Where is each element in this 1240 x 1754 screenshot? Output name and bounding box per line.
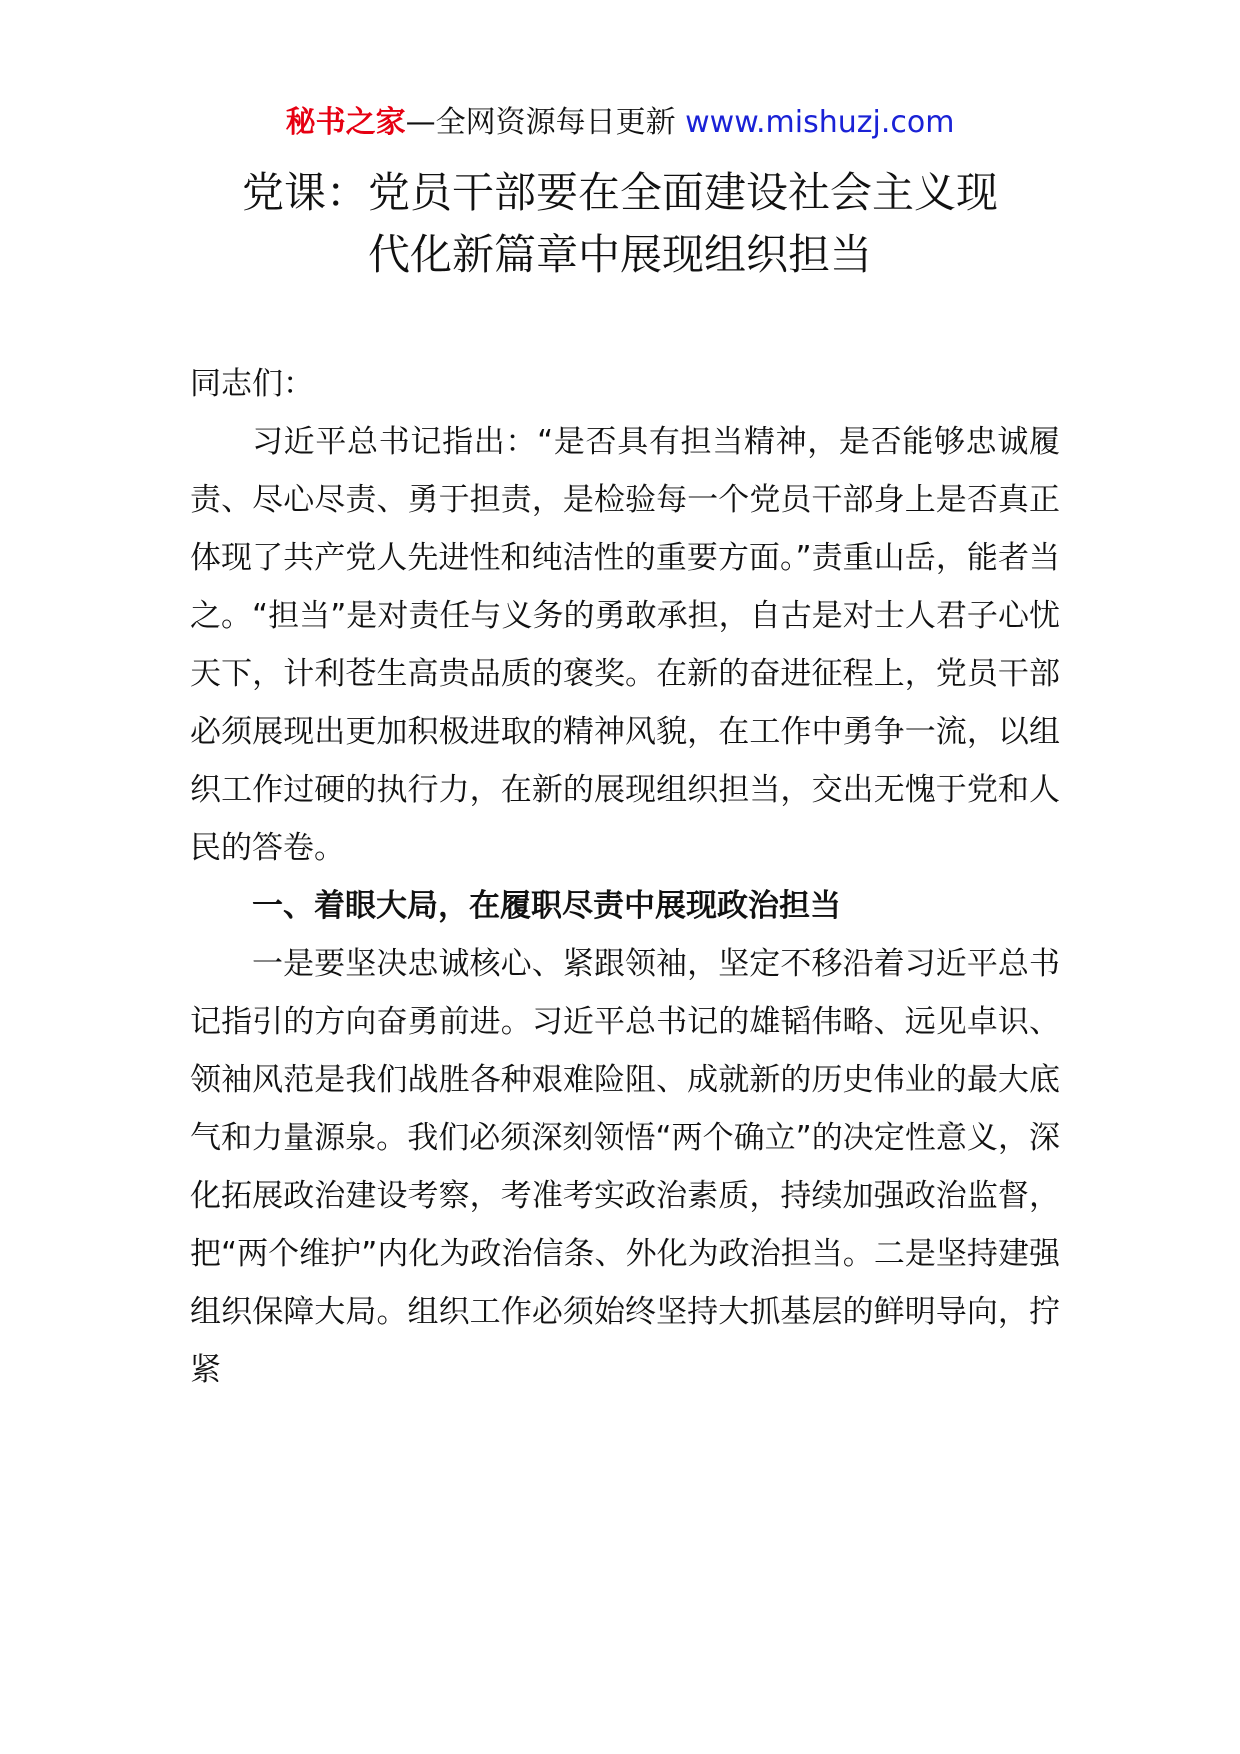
salutation: 同志们：: [190, 366, 314, 402]
site-name: 秘书之家: [285, 105, 406, 140]
document-title-line-1: 党课：党员干部要在全面建设社会主义现: [241, 168, 998, 217]
paragraph-intro: 习近平总书记指出：“是否具有担当精神，是否能够忠诚履责、尽心尽责、勇于担责，是检验每一个党员干部身上是否真正体现了共产党人先进性和纯洁性的重要方面。”责重山岳，能者当之。“担当”是对责任与义务的勇敢承担，自古是对士人君子心忧天下，计利苍生高贵品质的褒奖。在新的奋进征程上，党员干部必须展现出更加积极进取的精神风貌，在工作中勇争一流，以组织工作过硬的执行力，在新的展现组织担当，交出无愧于党和人民的答卷。: [190, 424, 1060, 866]
paragraph-section-1: 一是要坚决忠诚核心、紧跟领袖，坚定不移沿着习近平总书记指引的方向奋勇前进。习近平总书记的雄韬伟略、远见卓识、领袖风范是我们战胜各种艰难险阻、成就新的历史伟业的最大底气和力量源泉。我们必须深刻领悟“两个确立”的决定性意义，深化拓展政治建设考察，考准考实政治素质，持续加强政治监督，把“两个维护”内化为政治信条、外化为政治担当。二是坚持建强组织保障大局。组织工作必须始终坚持大抓基层的鲜明导向，拧紧: [190, 946, 1060, 1388]
document-title: [150, 162, 1090, 286]
document-body: [190, 355, 1060, 1399]
site-tagline: —全网资源每日更新: [405, 105, 686, 140]
site-url-link[interactable]: www.mishuzj.com: [685, 105, 955, 140]
document-title-line-2: 代化新篇章中展现组织担当: [367, 230, 872, 279]
site-banner: [0, 103, 1240, 143]
section-heading-1: 一、着眼大局，在履职尽责中展现政治担当: [252, 888, 841, 924]
